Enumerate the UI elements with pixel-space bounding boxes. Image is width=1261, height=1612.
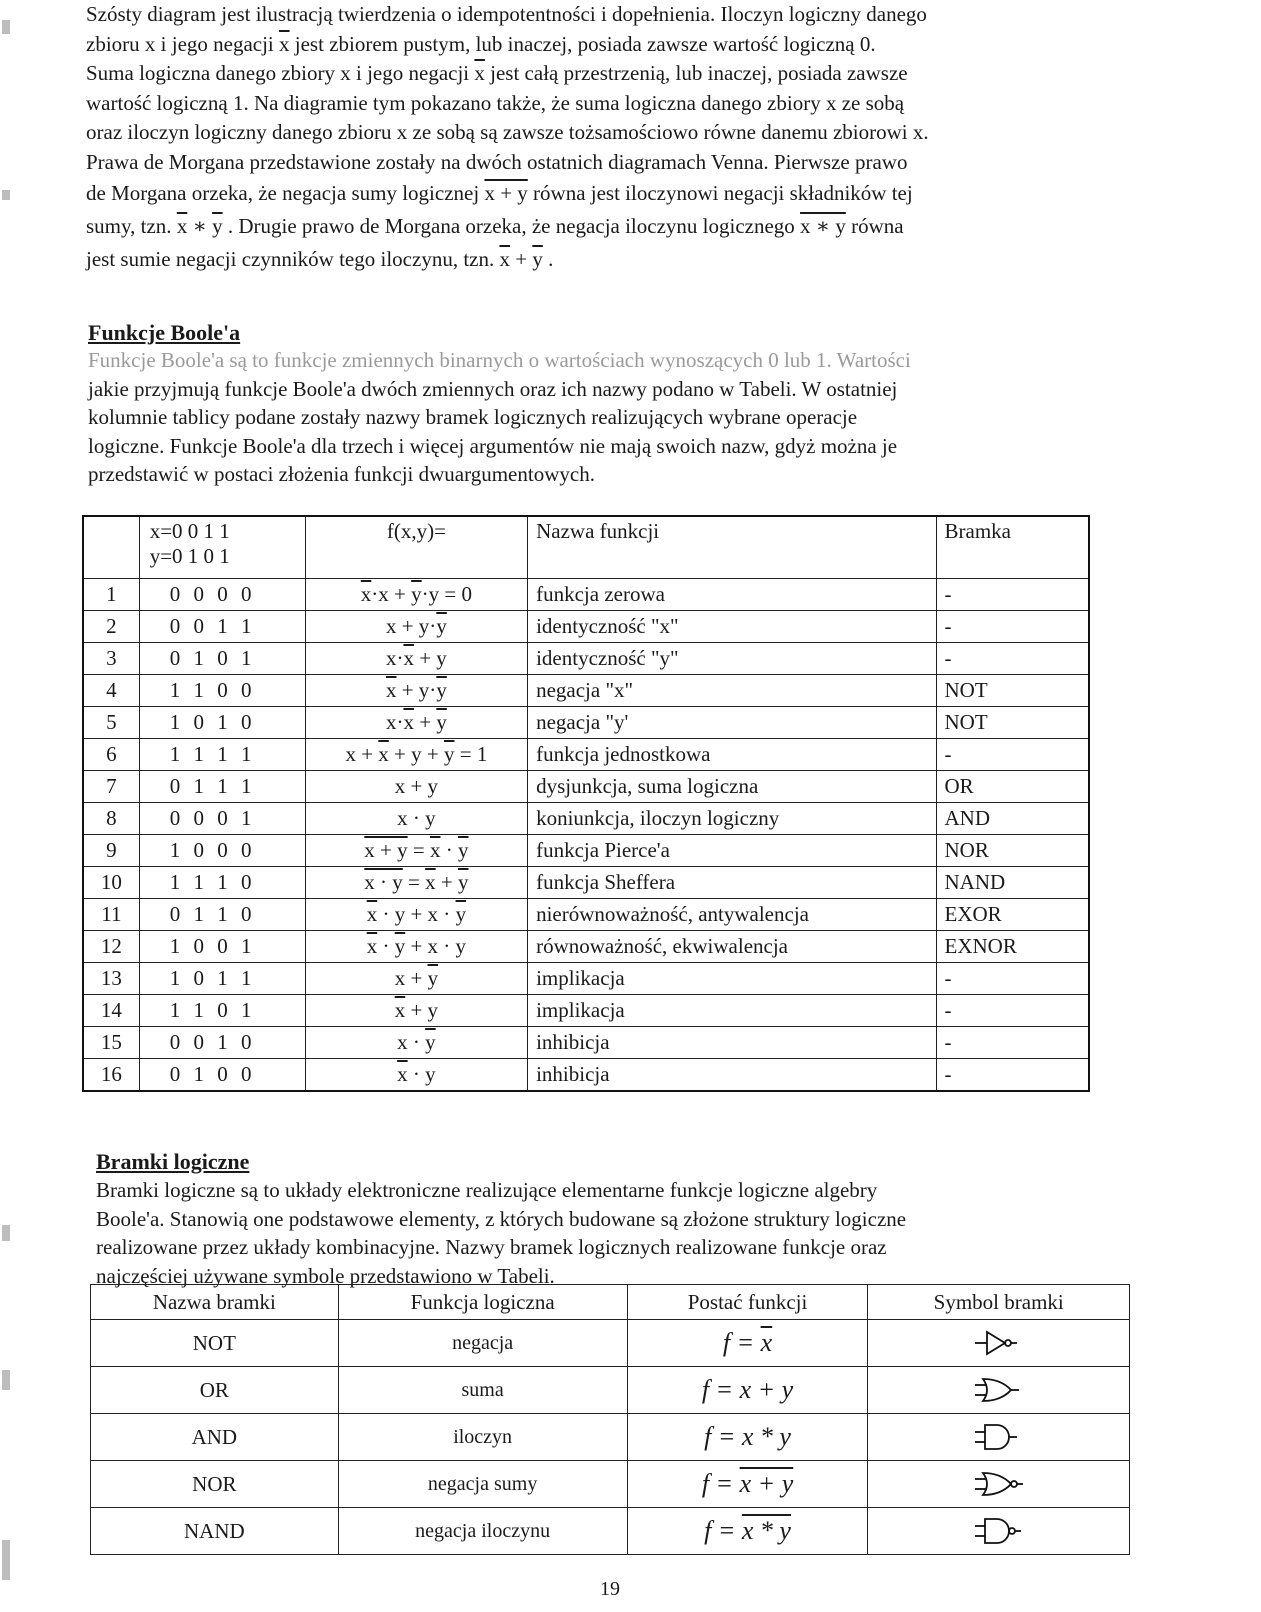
- table-row: [83, 643, 1089, 675]
- intro-line: Suma logiczna danego zbiory x i jego negacji $\overline{x}$ jest całą przestrzenią, lub inaczej, posiada zawsze: [86, 61, 908, 85]
- header-cell-gate-name: Nazwa bramki: [91, 1285, 339, 1320]
- table-row: [83, 803, 1089, 835]
- gate-formula: $f = \overline{x}$: [627, 1320, 868, 1367]
- gate-name: NOT: [91, 1320, 339, 1367]
- table-row: [91, 1367, 1130, 1414]
- function-name: negacja "y': [528, 707, 936, 739]
- table-row: [83, 675, 1089, 707]
- function-name: inhibicja: [528, 1027, 936, 1059]
- intro-line: de Morgana orzeka, że negacja sumy logicznej x + y równa jest iloczynowi negacji składników tej: [86, 181, 913, 205]
- table-row: [91, 1320, 1130, 1367]
- truth-values: 1 0 0 0: [139, 835, 305, 867]
- gate-name: OR: [91, 1367, 339, 1414]
- truth-values: 1 1 0 0: [139, 675, 305, 707]
- table-row: [83, 963, 1089, 995]
- function-name: funkcja jednostkowa: [528, 739, 936, 771]
- truth-values: 1 1 1 0: [139, 867, 305, 899]
- gate-name: -: [936, 739, 1089, 771]
- gate-function: suma: [338, 1367, 627, 1414]
- and-gate-icon: [973, 1423, 1025, 1451]
- boole-faded-line: Funkcje Boole'a są to funkcje zmiennych binarnych o wartościach wynoszących 0 lub 1. Wartości: [88, 348, 911, 372]
- nor-gate-icon: [973, 1470, 1025, 1498]
- row-number: 12: [83, 931, 139, 963]
- row-number: 10: [83, 867, 139, 899]
- function-name: identyczność "x": [528, 611, 936, 643]
- gate-symbol: [868, 1320, 1130, 1367]
- gate-name: NOT: [936, 675, 1089, 707]
- gate-name: -: [936, 579, 1089, 611]
- gate-symbol: [868, 1367, 1130, 1414]
- table-row: [83, 739, 1089, 771]
- intro-line: sumy, tzn. $\overline{x}$ ∗ $\overline{y}$ . Drugie prawo de Morgana orzeka, że negacja iloczynu logicznego x ∗ y równa: [86, 214, 904, 238]
- gate-name: NAND: [936, 867, 1089, 899]
- header-cell-form: Postać funkcji: [627, 1285, 868, 1320]
- gate-name: EXOR: [936, 899, 1089, 931]
- function-name: równoważność, ekwiwalencja: [528, 931, 936, 963]
- function-formula: $x \cdot y = \overline{x} + \overline{y}$: [305, 867, 527, 899]
- row-number: 11: [83, 899, 139, 931]
- function-name: funkcja Sheffera: [528, 867, 936, 899]
- truth-values: 0 1 0 0: [139, 1059, 305, 1092]
- table-row: [83, 707, 1089, 739]
- nand-gate-icon: [973, 1517, 1025, 1545]
- header-cell-function: Funkcja logiczna: [338, 1285, 627, 1320]
- row-number: 9: [83, 835, 139, 867]
- function-formula: $\overline{x} + y$: [305, 995, 527, 1027]
- row-number: 4: [83, 675, 139, 707]
- gate-name: NOT: [936, 707, 1089, 739]
- function-formula: $x + y = \overline{x} \cdot \overline{y}$: [305, 835, 527, 867]
- scan-mark: [2, 190, 10, 200]
- gate-symbol: [868, 1461, 1130, 1508]
- function-formula: $\overline{x} \cdot y$: [305, 1059, 527, 1092]
- section-heading-boole: Funkcje Boole'a: [88, 320, 241, 345]
- function-name: implikacja: [528, 995, 936, 1027]
- gate-formula: f = x + y: [627, 1461, 868, 1508]
- header-cell-symbol: Symbol bramki: [868, 1285, 1130, 1320]
- row-number: 16: [83, 1059, 139, 1092]
- gate-symbol: [868, 1414, 1130, 1461]
- table-row: [83, 771, 1089, 803]
- scan-mark: [2, 20, 10, 34]
- row-number: 2: [83, 611, 139, 643]
- function-formula: x · y: [305, 803, 527, 835]
- gate-name: AND: [936, 803, 1089, 835]
- row-number: 6: [83, 739, 139, 771]
- table-row: [83, 611, 1089, 643]
- row-number: 5: [83, 707, 139, 739]
- header-truth-x: x=0 0 1 1: [149, 519, 230, 543]
- or-gate-icon: [973, 1376, 1025, 1404]
- table-row: [83, 1059, 1089, 1092]
- function-formula: $\overline{x}\cdot x + \overline{y}\cdot y = 0$: [305, 579, 527, 611]
- gates-line: najczęściej używane symbole przedstawiono w Tabeli.: [96, 1263, 555, 1288]
- function-formula: $\overline{x} \cdot y + x \cdot \overline{y}$: [305, 899, 527, 931]
- gate-name: -: [936, 611, 1089, 643]
- truth-values: 0 0 1 1: [139, 611, 305, 643]
- scan-mark: [2, 1370, 10, 1390]
- truth-values: 1 0 1 0: [139, 707, 305, 739]
- function-formula: $x\cdot\overline{x} + \overline{y}$: [305, 707, 527, 739]
- function-formula: $x + \overline{x} + y + \overline{y} = 1$: [305, 739, 527, 771]
- section-heading-gates: Bramki logiczne: [96, 1149, 250, 1174]
- table-row: [91, 1508, 1130, 1555]
- intro-line: Szósty diagram jest ilustracją twierdzenia o idempotentności i dopełnienia. Iloczyn logiczny danego: [86, 2, 927, 26]
- intro-line: oraz iloczyn logiczny danego zbioru x ze sobą są zawsze tożsamościowo równe danemu zbiorowi x.: [86, 120, 929, 144]
- logic-gates-table: [90, 1284, 1130, 1555]
- function-name: dysjunkcja, suma logiczna: [528, 771, 936, 803]
- gate-name: NOR: [936, 835, 1089, 867]
- truth-values: 1 0 1 1: [139, 963, 305, 995]
- function-name: identyczność "y": [528, 643, 936, 675]
- truth-values: 0 0 1 0: [139, 1027, 305, 1059]
- gate-name: OR: [936, 771, 1089, 803]
- table-row: [83, 835, 1089, 867]
- table-header-row: [91, 1285, 1130, 1320]
- function-formula: $x + \overline{y}$: [305, 963, 527, 995]
- header-cell-no: [83, 516, 139, 579]
- table-row: [83, 579, 1089, 611]
- truth-values: 0 0 0 1: [139, 803, 305, 835]
- table-row: [83, 899, 1089, 931]
- header-truth-y: y=0 1 0 1: [149, 544, 230, 568]
- function-formula: $x\cdot\overline{x} + y$: [305, 643, 527, 675]
- function-name: implikacja: [528, 963, 936, 995]
- gate-name: -: [936, 995, 1089, 1027]
- not-gate-icon: [973, 1329, 1025, 1357]
- row-number: 15: [83, 1027, 139, 1059]
- header-cell-truth: [139, 516, 305, 579]
- intro-paragraph: [86, 0, 1216, 276]
- table-row: [83, 1027, 1089, 1059]
- scan-mark: [2, 1225, 10, 1241]
- gate-name: NOR: [91, 1461, 339, 1508]
- intro-line: wartość logiczną 1. Na diagramie tym pokazano także, że suma logiczna danego zbiory x ze sobą: [86, 90, 905, 115]
- row-number: 8: [83, 803, 139, 835]
- header-cell-name: Nazwa funkcji: [528, 516, 936, 579]
- function-name: inhibicja: [528, 1059, 936, 1092]
- table-row: [83, 867, 1089, 899]
- gates-line: Boole'a. Stanowią one podstawowe elementy, z których budowane są złożone struktury logiczne: [96, 1206, 907, 1231]
- gate-name: AND: [91, 1414, 339, 1461]
- gate-name: EXNOR: [936, 931, 1089, 963]
- row-number: 3: [83, 643, 139, 675]
- scan-mark: [2, 1540, 10, 1580]
- intro-line: zbioru x i jego negacji $\overline{x}$ jest zbiorem pustym, lub inaczej, posiada zawsze wartość logiczną 0.: [86, 31, 876, 56]
- page-number: 19: [600, 1578, 620, 1600]
- function-name: koniunkcja, iloczyn logiczny: [528, 803, 936, 835]
- gates-line: Bramki logiczne są to układy elektroniczne realizujące elementarne funkcje logiczne algebry: [96, 1178, 878, 1202]
- gate-function: negacja: [338, 1320, 627, 1367]
- boole-line: jakie przyjmują funkcje Boole'a dwóch zmiennych oraz ich nazwy podano w Tabeli. W ostatniej: [88, 376, 898, 401]
- gate-name: -: [936, 963, 1089, 995]
- function-formula: $x \cdot \overline{y}$: [305, 1027, 527, 1059]
- gates-paragraph: [96, 1176, 1216, 1290]
- function-formula: $x + y\cdot\overline{y}$: [305, 611, 527, 643]
- function-name: nierównoważność, antywalencja: [528, 899, 936, 931]
- truth-values: 0 1 1 1: [139, 771, 305, 803]
- intro-line: jest sumie negacji czynników tego iloczynu, tzn. $\overline{x} + \overline{y}$ .: [86, 247, 554, 271]
- row-number: 7: [83, 771, 139, 803]
- gate-name: -: [936, 643, 1089, 675]
- table-header-row: [83, 516, 1089, 579]
- gate-name: -: [936, 1059, 1089, 1092]
- table-row: [91, 1461, 1130, 1508]
- function-formula: $\overline{x} + y\cdot\overline{y}$: [305, 675, 527, 707]
- gate-function: negacja iloczynu: [338, 1508, 627, 1555]
- truth-values: 0 0 0 0: [139, 579, 305, 611]
- function-name: funkcja Pierce'a: [528, 835, 936, 867]
- boole-line: kolumnie tablicy podane zostały nazwy bramek logicznych realizujących wybrane operacje: [88, 405, 858, 429]
- truth-values: 1 0 0 1: [139, 931, 305, 963]
- gates-line: realizowane przez układy kombinacyjne. Nazwy bramek logicznych realizowane funkcje oraz: [96, 1235, 887, 1259]
- intro-line: Prawa de Morgana przedstawione zostały na dwóch ostatnich diagramach Venna. Pierwsze prawo: [86, 149, 908, 174]
- gate-function: negacja sumy: [338, 1461, 627, 1508]
- table-row: [91, 1414, 1130, 1461]
- truth-values: 1 1 0 1: [139, 995, 305, 1027]
- gate-function: iloczyn: [338, 1414, 627, 1461]
- row-number: 13: [83, 963, 139, 995]
- header-cell-fx: f(x,y)=: [305, 516, 527, 579]
- row-number: 14: [83, 995, 139, 1027]
- table-row: [83, 931, 1089, 963]
- truth-values: 0 1 0 1: [139, 643, 305, 675]
- function-formula: x + y: [305, 771, 527, 803]
- truth-values: 1 1 1 1: [139, 739, 305, 771]
- header-cell-gate: Bramka: [936, 516, 1089, 579]
- function-formula: $\overline{x} \cdot \overline{y} + x \cdot y$: [305, 931, 527, 963]
- truth-values: 0 1 1 0: [139, 899, 305, 931]
- boole-line: logiczne. Funkcje Boole'a dla trzech i więcej argumentów nie mają swoich nazw, gdyż można je: [88, 433, 898, 458]
- gate-formula: f = x * y: [627, 1508, 868, 1555]
- gate-symbol: [868, 1508, 1130, 1555]
- function-name: negacja "x": [528, 675, 936, 707]
- table-row: [83, 995, 1089, 1027]
- gate-name: -: [936, 1027, 1089, 1059]
- boole-line: przedstawić w postaci złożenia funkcji dwuargumentowych.: [88, 462, 595, 486]
- row-number: 1: [83, 579, 139, 611]
- function-name: funkcja zerowa: [528, 579, 936, 611]
- gate-formula: f = x * y: [627, 1414, 868, 1461]
- gate-name: NAND: [91, 1508, 339, 1555]
- gate-formula: f = x + y: [627, 1367, 868, 1414]
- boole-functions-table: [82, 515, 1090, 1092]
- boole-paragraph: [88, 346, 1218, 489]
